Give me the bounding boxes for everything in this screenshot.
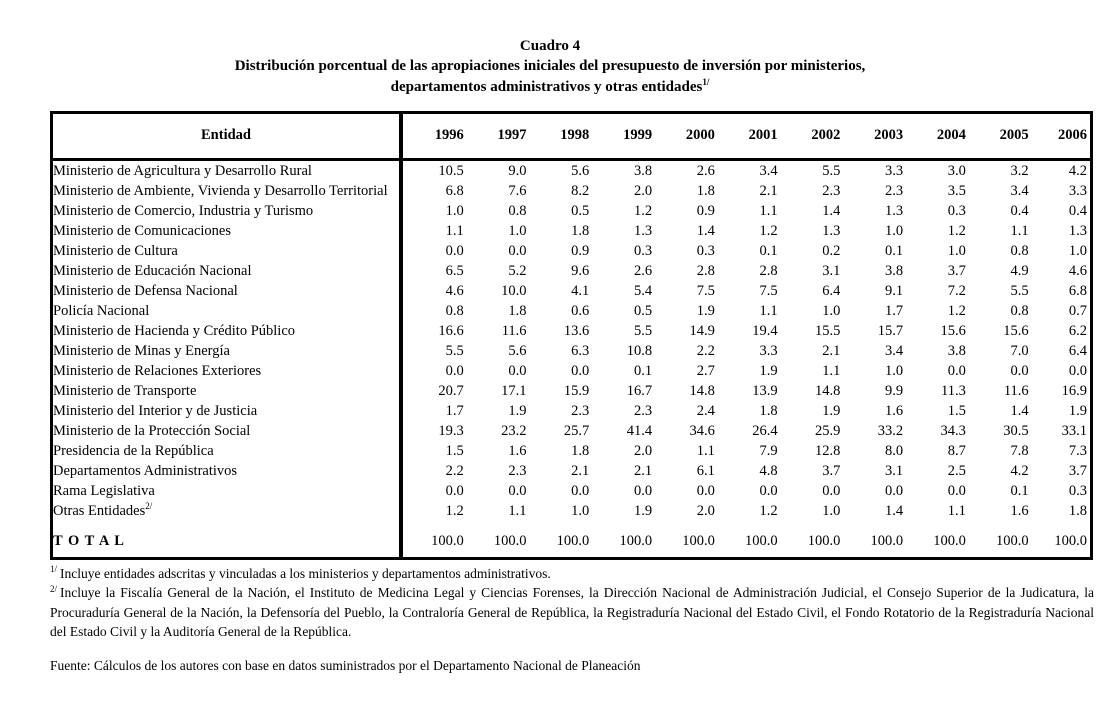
- value-cell: 1.6: [885, 402, 904, 419]
- value-cell: 1.7: [445, 402, 464, 419]
- value-cell: 2.1: [759, 182, 778, 199]
- value-cell: 3.0: [947, 162, 966, 179]
- value-cell: 3.2: [1010, 162, 1029, 179]
- entity-cell: Ministerio de Agricultura y Desarrollo Rural: [52, 159, 402, 181]
- value-cell: 25.7: [563, 422, 590, 439]
- value-cell: 7.9: [759, 442, 778, 459]
- value-cell: 2.2: [445, 462, 464, 479]
- value-cell: 2.3: [571, 402, 590, 419]
- value-cell: 4.9: [1010, 262, 1029, 279]
- table-row: [52, 441, 1092, 461]
- value-cell: 1.8: [696, 182, 715, 199]
- value-cell: 100.0: [744, 532, 778, 549]
- value-cell: 0.0: [571, 362, 590, 379]
- table-row: [52, 241, 1092, 261]
- value-cell: 10.0: [501, 282, 527, 299]
- footnote-1-marker: 1/: [50, 564, 58, 575]
- value-cell: 2.1: [571, 462, 590, 479]
- value-cell: 5.4: [633, 282, 653, 299]
- value-cell: 1.4: [822, 202, 841, 219]
- value-cell: 2.0: [633, 442, 653, 459]
- table-row: [52, 201, 1092, 221]
- value-cell: 15.5: [814, 322, 841, 339]
- value-cell: 1.8: [759, 402, 778, 419]
- footnote-2-marker: 2/: [50, 583, 58, 594]
- value-cell: 23.2: [501, 422, 527, 439]
- value-cell: 6.8: [1068, 282, 1087, 299]
- value-cell: 4.1: [571, 282, 590, 299]
- value-cell: 0.0: [508, 362, 527, 379]
- value-cell: 0.8: [1010, 302, 1029, 319]
- total-label: T O T A L: [52, 521, 402, 559]
- value-cell: 0.0: [947, 482, 966, 499]
- entity-cell: Departamentos Administrativos: [52, 461, 402, 481]
- year-header: 1999: [589, 112, 652, 159]
- footnote-marker-1-ref: 1/: [702, 76, 710, 87]
- value-cell: 16.7: [626, 382, 653, 399]
- entity-cell: Ministerio del Interior y de Justicia: [52, 401, 402, 421]
- year-header: 2004: [903, 112, 966, 159]
- value-cell: 6.4: [1068, 342, 1087, 359]
- value-cell: 0.3: [1068, 482, 1087, 499]
- value-cell: 19.3: [438, 422, 464, 439]
- value-cell: 1.9: [1068, 402, 1087, 419]
- value-cell: 1.3: [633, 222, 653, 239]
- table-number: Cuadro 4: [519, 38, 581, 54]
- value-cell: 2.8: [759, 262, 778, 279]
- value-cell: 7.3: [1068, 442, 1087, 459]
- year-header: 1996: [401, 112, 464, 159]
- table-row: [52, 301, 1092, 321]
- value-cell: 0.9: [571, 242, 590, 259]
- value-cell: 5.5: [822, 162, 841, 179]
- value-cell: 30.5: [1003, 422, 1029, 439]
- table-row: [52, 181, 1092, 201]
- value-cell: 5.5: [445, 342, 464, 359]
- entity-cell: Ministerio de Hacienda y Crédito Público: [52, 321, 402, 341]
- value-cell: 0.0: [445, 362, 464, 379]
- value-cell: 14.9: [689, 322, 715, 339]
- entity-cell: Ministerio de Relaciones Exteriores: [52, 361, 402, 381]
- value-cell: 1.2: [759, 222, 778, 239]
- value-cell: 6.8: [445, 182, 464, 199]
- value-cell: 9.0: [508, 162, 527, 179]
- value-cell: 7.6: [508, 182, 527, 199]
- value-cell: 1.8: [508, 302, 527, 319]
- value-cell: 1.1: [1010, 222, 1029, 239]
- value-cell: 11.6: [501, 322, 527, 339]
- entity-cell: Ministerio de Educación Nacional: [52, 261, 402, 281]
- table-row: [52, 481, 1092, 501]
- value-cell: 1.1: [759, 302, 778, 319]
- value-cell: 8.2: [571, 182, 590, 199]
- value-cell: 1.3: [885, 202, 904, 219]
- value-cell: 9.6: [571, 262, 590, 279]
- value-cell: 13.9: [752, 382, 778, 399]
- value-cell: 15.7: [877, 322, 904, 339]
- value-cell: 0.3: [633, 242, 653, 259]
- value-cell: 1.0: [445, 202, 464, 219]
- value-cell: 3.7: [1068, 462, 1087, 479]
- value-cell: 1.7: [885, 302, 904, 319]
- table-row: [52, 381, 1092, 401]
- value-cell: 3.4: [759, 162, 778, 179]
- year-header: 1997: [464, 112, 527, 159]
- value-cell: 7.5: [696, 282, 715, 299]
- entity-cell: Ministerio de Ambiente, Vivienda y Desarrollo Territorial: [52, 181, 402, 201]
- value-cell: 11.3: [941, 382, 966, 399]
- value-cell: 1.4: [696, 222, 715, 239]
- value-cell: 0.8: [445, 302, 464, 319]
- value-cell: 1.2: [633, 202, 653, 219]
- entity-cell: Ministerio de Comercio, Industria y Turismo: [52, 201, 402, 221]
- value-cell: 3.1: [885, 462, 904, 479]
- value-cell: 8.0: [885, 442, 904, 459]
- value-cell: 9.1: [885, 282, 904, 299]
- value-cell: 6.5: [445, 262, 464, 279]
- entity-cell: Ministerio de Defensa Nacional: [52, 281, 402, 301]
- value-cell: 0.6: [571, 302, 590, 319]
- footnote-2-text: Incluye la Fiscalía General de la Nación, el Instituto de Medicina Legal y Ciencias Forenses, la Dirección Nacional de Administración Judicial, el Consejo Superior de la Judicatura, la Procuraduría General de la Nación, la Defensoría del Pueblo, la Contraloría General de República, la Registraduría Nacional del Estado Civil, el Fondo Rotatorio de la Registraduría Nacional del Estado Civil y la Auditoría General de la República.: [50, 585, 1094, 640]
- value-cell: 11.6: [1003, 382, 1029, 399]
- value-cell: 1.0: [508, 222, 527, 239]
- value-cell: 3.8: [947, 342, 966, 359]
- value-cell: 2.3: [508, 462, 527, 479]
- value-cell: 0.3: [696, 242, 715, 259]
- value-cell: 2.0: [633, 182, 653, 199]
- value-cell: 1.0: [947, 242, 966, 259]
- value-cell: 0.1: [1010, 482, 1029, 499]
- value-cell: 2.3: [822, 182, 841, 199]
- value-cell: 2.1: [633, 462, 653, 479]
- value-cell: 100.0: [431, 532, 464, 549]
- value-cell: 0.3: [947, 202, 966, 219]
- entity-column-header: Entidad: [52, 112, 402, 159]
- value-cell: 7.2: [947, 282, 966, 299]
- value-cell: 100.0: [996, 532, 1029, 549]
- value-cell: 6.3: [571, 342, 590, 359]
- value-cell: 0.7: [1068, 302, 1087, 319]
- value-cell: 34.3: [940, 422, 966, 439]
- value-cell: 34.6: [689, 422, 715, 439]
- value-cell: 0.0: [822, 482, 841, 499]
- value-cell: 0.5: [633, 302, 653, 319]
- value-cell: 3.7: [947, 262, 966, 279]
- value-cell: 16.6: [438, 322, 464, 339]
- value-cell: 0.0: [445, 482, 464, 499]
- value-cell: 26.4: [752, 422, 778, 439]
- table-row: [52, 159, 1092, 181]
- value-cell: 100.0: [933, 532, 966, 549]
- value-cell: 3.8: [633, 162, 653, 179]
- value-cell: 1.3: [1068, 222, 1087, 239]
- value-cell: 16.9: [1061, 382, 1087, 399]
- entity-cell: Ministerio de Cultura: [52, 241, 402, 261]
- value-cell: 12.8: [814, 442, 841, 459]
- value-cell: 1.9: [759, 362, 778, 379]
- value-cell: 7.8: [1010, 442, 1029, 459]
- value-cell: 2.1: [822, 342, 841, 359]
- value-cell: 0.0: [633, 482, 653, 499]
- value-cell: 10.5: [438, 162, 464, 179]
- value-cell: 1.0: [571, 502, 590, 519]
- value-cell: 14.8: [814, 382, 841, 399]
- year-header: 2001: [715, 112, 778, 159]
- value-cell: 1.8: [571, 222, 590, 239]
- value-cell: 2.4: [696, 402, 715, 419]
- table-row: [52, 421, 1092, 441]
- table-body: [52, 159, 1092, 558]
- value-cell: 1.1: [445, 222, 464, 239]
- value-cell: 100.0: [493, 532, 527, 549]
- value-cell: 1.0: [822, 502, 841, 519]
- total-row: [52, 521, 1092, 559]
- footnotes: [50, 564, 1094, 642]
- value-cell: 1.0: [885, 362, 904, 379]
- value-cell: 1.0: [885, 222, 904, 239]
- value-cell: 5.5: [1010, 282, 1029, 299]
- footnote-2: [50, 583, 1094, 642]
- value-cell: 0.8: [508, 202, 527, 219]
- value-cell: 1.0: [1068, 242, 1087, 259]
- value-cell: 1.2: [445, 502, 464, 519]
- value-cell: 3.3: [1068, 182, 1087, 199]
- value-cell: 0.2: [822, 242, 841, 259]
- value-cell: 3.7: [822, 462, 841, 479]
- value-cell: 4.2: [1010, 462, 1029, 479]
- value-cell: 4.6: [1068, 262, 1087, 279]
- value-cell: 0.0: [696, 482, 715, 499]
- value-cell: 9.9: [885, 382, 904, 399]
- value-cell: 1.3: [822, 222, 841, 239]
- value-cell: 8.7: [947, 442, 966, 459]
- value-cell: 0.0: [885, 482, 904, 499]
- value-cell: 0.0: [508, 242, 527, 259]
- value-cell: 0.0: [508, 482, 527, 499]
- value-cell: 0.4: [1010, 202, 1029, 219]
- value-cell: 19.4: [752, 322, 778, 339]
- value-cell: 100.0: [870, 532, 904, 549]
- value-cell: 3.4: [885, 342, 904, 359]
- value-cell: 1.9: [508, 402, 527, 419]
- table-row: [52, 501, 1092, 521]
- value-cell: 1.6: [508, 442, 527, 459]
- value-cell: 1.8: [571, 442, 590, 459]
- value-cell: 1.0: [822, 302, 841, 319]
- table-row: [52, 361, 1092, 381]
- value-cell: 41.4: [626, 422, 653, 439]
- value-cell: 20.7: [438, 382, 464, 399]
- value-cell: 1.9: [822, 402, 841, 419]
- value-cell: 1.4: [885, 502, 904, 519]
- value-cell: 10.8: [626, 342, 653, 359]
- value-cell: 2.6: [696, 162, 715, 179]
- value-cell: 0.4: [1068, 202, 1087, 219]
- value-cell: 17.1: [501, 382, 527, 399]
- value-cell: 5.5: [633, 322, 653, 339]
- value-cell: 2.3: [633, 402, 653, 419]
- entity-cell: Ministerio de Comunicaciones: [52, 221, 402, 241]
- table-title-line2: departamentos administrativos y otras entidades$^{1/}$: [390, 76, 710, 95]
- value-cell: 14.8: [689, 382, 715, 399]
- value-cell: 6.1: [696, 462, 715, 479]
- year-header: 2002: [778, 112, 841, 159]
- value-cell: 1.1: [947, 502, 966, 519]
- value-cell: 1.2: [759, 502, 778, 519]
- value-cell: 7.5: [759, 282, 778, 299]
- year-header: 2006: [1029, 112, 1092, 159]
- value-cell: 0.0: [571, 482, 590, 499]
- value-cell: 0.0: [445, 242, 464, 259]
- value-cell: 2.2: [696, 342, 715, 359]
- value-cell: 2.0: [696, 502, 715, 519]
- value-cell: 3.8: [885, 262, 904, 279]
- value-cell: 25.9: [814, 422, 841, 439]
- data-table: [50, 111, 1093, 560]
- value-cell: 100.0: [807, 532, 841, 549]
- entity-cell: Ministerio de Transporte: [52, 381, 402, 401]
- table-row: [52, 461, 1092, 481]
- year-header: 1998: [527, 112, 590, 159]
- value-cell: 2.5: [947, 462, 966, 479]
- value-cell: 1.1: [822, 362, 841, 379]
- footnote-2-ref: 2/: [145, 500, 153, 511]
- entity-cell: Otras Entidades$^{2/}$: [52, 501, 402, 521]
- value-cell: 100.0: [1054, 532, 1087, 549]
- value-cell: 3.4: [1010, 182, 1029, 199]
- value-cell: 33.1: [1061, 422, 1087, 439]
- entity-cell: Ministerio de Minas y Energía: [52, 341, 402, 361]
- value-cell: 3.1: [822, 262, 841, 279]
- value-cell: 4.6: [445, 282, 464, 299]
- value-cell: 2.7: [696, 362, 715, 379]
- value-cell: 5.2: [508, 262, 527, 279]
- entity-cell: Ministerio de la Protección Social: [52, 421, 402, 441]
- value-cell: 5.6: [571, 162, 590, 179]
- table-row: [52, 401, 1092, 421]
- year-header: 2000: [652, 112, 715, 159]
- entity-cell: Policía Nacional: [52, 301, 402, 321]
- value-cell: 15.6: [1003, 322, 1029, 339]
- value-cell: 5.6: [508, 342, 527, 359]
- value-cell: 6.4: [822, 282, 841, 299]
- value-cell: 7.0: [1010, 342, 1029, 359]
- entity-cell: Presidencia de la República: [52, 441, 402, 461]
- value-cell: 0.1: [759, 242, 778, 259]
- value-cell: 13.6: [563, 322, 590, 339]
- value-cell: 6.2: [1068, 322, 1087, 339]
- value-cell: 1.5: [445, 442, 464, 459]
- value-cell: 1.2: [947, 302, 966, 319]
- footnote-1-text: Incluye entidades adscritas y vinculadas a los ministerios y departamentos administrativos.: [60, 565, 551, 581]
- value-cell: 1.1: [508, 502, 527, 519]
- footnote-1: [50, 564, 1094, 584]
- value-cell: 0.1: [885, 242, 904, 259]
- value-cell: 100.0: [682, 532, 715, 549]
- header-row: [52, 112, 1092, 159]
- value-cell: 4.8: [759, 462, 778, 479]
- table-row: [52, 281, 1092, 301]
- source-line: Fuente: Cálculos de los autores con base en datos suministrados por el Departamento Nacional de Planeación: [50, 658, 641, 673]
- value-cell: 0.9: [696, 202, 715, 219]
- table-row: [52, 341, 1092, 361]
- value-cell: 100.0: [619, 532, 653, 549]
- value-cell: 1.1: [696, 442, 715, 459]
- value-cell: 15.9: [563, 382, 590, 399]
- value-cell: 0.8: [1010, 242, 1029, 259]
- value-cell: 0.0: [759, 482, 778, 499]
- value-cell: 1.5: [947, 402, 966, 419]
- value-cell: 15.6: [940, 322, 966, 339]
- table-row: [52, 321, 1092, 341]
- value-cell: 3.3: [885, 162, 904, 179]
- value-cell: 1.8: [1068, 502, 1087, 519]
- table-header: [52, 112, 1092, 159]
- year-header: 2003: [840, 112, 903, 159]
- value-cell: 0.5: [571, 202, 590, 219]
- value-cell: 1.9: [633, 502, 653, 519]
- value-cell: 0.0: [1010, 362, 1029, 379]
- value-cell: 2.3: [885, 182, 904, 199]
- value-cell: 1.9: [696, 302, 715, 319]
- value-cell: 1.6: [1010, 502, 1029, 519]
- value-cell: 0.0: [947, 362, 966, 379]
- value-cell: 4.2: [1068, 162, 1087, 179]
- value-cell: 100.0: [556, 532, 590, 549]
- table-title-line1: Distribución porcentual de las apropiaciones iniciales del presupuesto de inversión por ministerios,: [234, 58, 866, 75]
- title-block: [0, 0, 1100, 97]
- value-cell: 0.1: [633, 362, 653, 379]
- entity-cell: Rama Legislativa: [52, 481, 402, 501]
- table-row: [52, 261, 1092, 281]
- value-cell: 33.2: [877, 422, 904, 439]
- value-cell: 1.1: [759, 202, 778, 219]
- value-cell: 3.3: [759, 342, 778, 359]
- value-cell: 2.6: [633, 262, 653, 279]
- year-header: 2005: [966, 112, 1029, 159]
- value-cell: 0.0: [1068, 362, 1087, 379]
- value-cell: 1.2: [947, 222, 966, 239]
- value-cell: 2.8: [696, 262, 715, 279]
- value-cell: 1.4: [1010, 402, 1029, 419]
- value-cell: 3.5: [947, 182, 966, 199]
- table-row: [52, 221, 1092, 241]
